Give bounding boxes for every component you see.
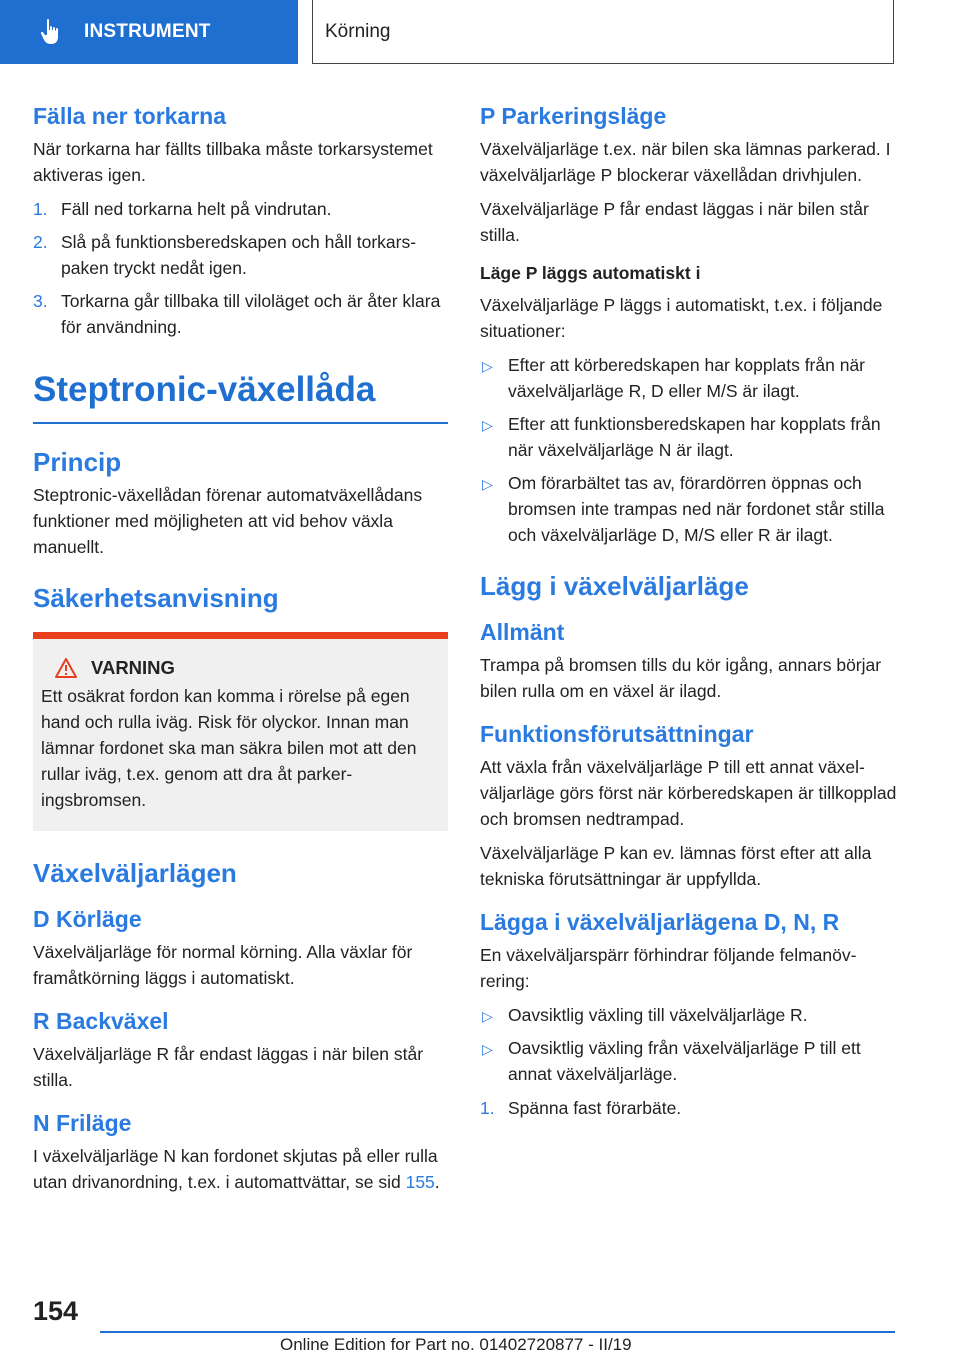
safety-heading: Säkerhetsanvisning [33, 583, 279, 613]
p-heading: P Parkeringsläge [480, 103, 667, 129]
n-heading: N Friläge [33, 1110, 132, 1136]
footer-divider [100, 1331, 895, 1333]
page-number: 154 [33, 1296, 79, 1326]
p-text-1: Växelväljarläge t.ex. när bilen ska lämnas parkerad. I växelväljarläge P blockerar växellådan drivhjulen. [480, 139, 891, 185]
warning-triangle-icon [55, 658, 77, 678]
warning-title: VARNING [91, 657, 175, 678]
p-text-2: Växelväljarläge P får endast läggas i när bilen står stilla. [480, 199, 869, 245]
fold-intro: När torkarna har fällts tillbaka måste torkarsystemet aktiveras igen. [33, 139, 433, 185]
triangle-bullet-icon: ▷ [482, 1008, 493, 1024]
n-text-block: I växelväljarläge N kan fordonet skjutas på eller rulla utan drivanordning, t.ex. i automattvättar, se sid 155. [33, 1146, 440, 1192]
engage-heading: Lägg i växelväljarläge [480, 571, 749, 601]
dnr-text: En växelväljarspärr förhindrar följande felmanövrering: [480, 945, 857, 991]
dnr-steps [480, 1095, 900, 1121]
auto-text: Växelväljarläge P läggs i automatiskt, t.ex. i följande situationer: [480, 295, 883, 341]
fold-heading: Fälla ner torkarna [33, 103, 227, 129]
triangle-bullet-icon: ▷ [482, 476, 493, 492]
left-column [33, 100, 448, 1203]
list-item: 1. Fäll ned torkarna helt på vindrutan. [33, 199, 332, 219]
auto-bullets [480, 352, 900, 548]
dnr-bullets [480, 1002, 900, 1087]
prereq-text-2: Växelväljarläge P kan ev. lämnas först efter att alla tekniska förutsättningar är uppfyllda. [480, 843, 872, 889]
list-item: ▷ Oavsiktlig växling till växelväljarläge R. [480, 1002, 900, 1028]
chapter-label: Körning [325, 20, 391, 42]
triangle-bullet-icon: ▷ [482, 1041, 493, 1057]
list-item: 1. Spänna fast förarbäte. [480, 1098, 682, 1118]
warning-text: Ett osäkrat fordon kan komma i rörelse på egen hand och rulla iväg. Risk för olyckor. Innan man lämnar fordonet ska man säkra bilen mot att den rullar iväg, t.ex. genom att dra åt parkeringsbromsen. [41, 686, 417, 810]
d-text: Växelväljarläge för normal körning. Alla växlar för framåtkörning läggs i automatiskt. [33, 942, 413, 988]
page-link[interactable]: 155 [405, 1172, 435, 1192]
list-item: ▷ Oavsiktlig växling från växelväljarläge P till ett annat växelväljarläge. [482, 1038, 861, 1084]
right-column [480, 100, 900, 1129]
positions-heading: Växelväljarlägen [33, 858, 237, 888]
triangle-bullet-icon: ▷ [482, 417, 493, 433]
prereq-heading: Funktionsförutsättningar [480, 721, 754, 747]
principle-heading: Princip [33, 447, 122, 477]
r-heading: R Backväxel [33, 1008, 169, 1034]
list-item: ▷ Efter att körberedskapen har kopplats från när växelväljarläge R, D eller M/S är ilagt. [482, 355, 866, 401]
triangle-bullet-icon: ▷ [482, 358, 493, 374]
list-item: ▷ Om förarbältet tas av, förardörren öppnas och bromsen inte trampas ned när fordonet står stilla och växelväljarläge D, M/S eller R är ilagt. [482, 473, 885, 545]
general-text: Trampa på bromsen tills du kör igång, annars börjar bilen rulla om en växel är ilagd. [480, 655, 882, 701]
edition-text: Online Edition for Part no. 01402720877 - II/19 [280, 1335, 632, 1354]
prereq-text-1: Att växla från växelväljarläge P till ett annat växelväljarläge görs först när körberedskapen är tillkopplad och bromsen nedtrampad. [480, 757, 897, 829]
list-item: 2. Slå på funktionsberedskapen och håll torkarspaken tryckt nedåt igen. [33, 232, 417, 278]
n-text: I växelväljarläge N kan fordonet skjutas på eller rulla utan drivanordning, t.ex. i automattvättar, se sid [33, 1146, 438, 1192]
dnr-heading: Lägga i växelväljarlägena D, N, R [480, 909, 840, 935]
section-label: INSTRUMENT [84, 21, 211, 42]
general-heading: Allmänt [480, 619, 565, 645]
d-heading: D Körläge [33, 906, 142, 932]
warning-box [33, 632, 448, 831]
list-item: 3. Torkarna går tillbaka till viloläget och är åter klara för användning. [33, 291, 441, 337]
chapter-header [312, 0, 894, 64]
section-tab[interactable] [0, 0, 298, 64]
main-heading: Steptronic-växellåda [33, 368, 448, 424]
principle-text: Steptronic-växellådan förenar automatväxellådans funktioner med möjligheten att vid behov växla manuellt. [33, 485, 423, 557]
fold-steps [33, 196, 448, 340]
r-text: Växelväljarläge R får endast läggas i när bilen står stilla. [33, 1044, 424, 1090]
list-item: ▷ Efter att funktionsberedskapen har kopplats från när växelväljarläge N är ilagt. [482, 414, 881, 460]
hand-pointer-icon [36, 17, 66, 47]
warning-title-row [55, 657, 438, 679]
auto-heading: Läge P läggs automatiskt i [480, 263, 701, 283]
